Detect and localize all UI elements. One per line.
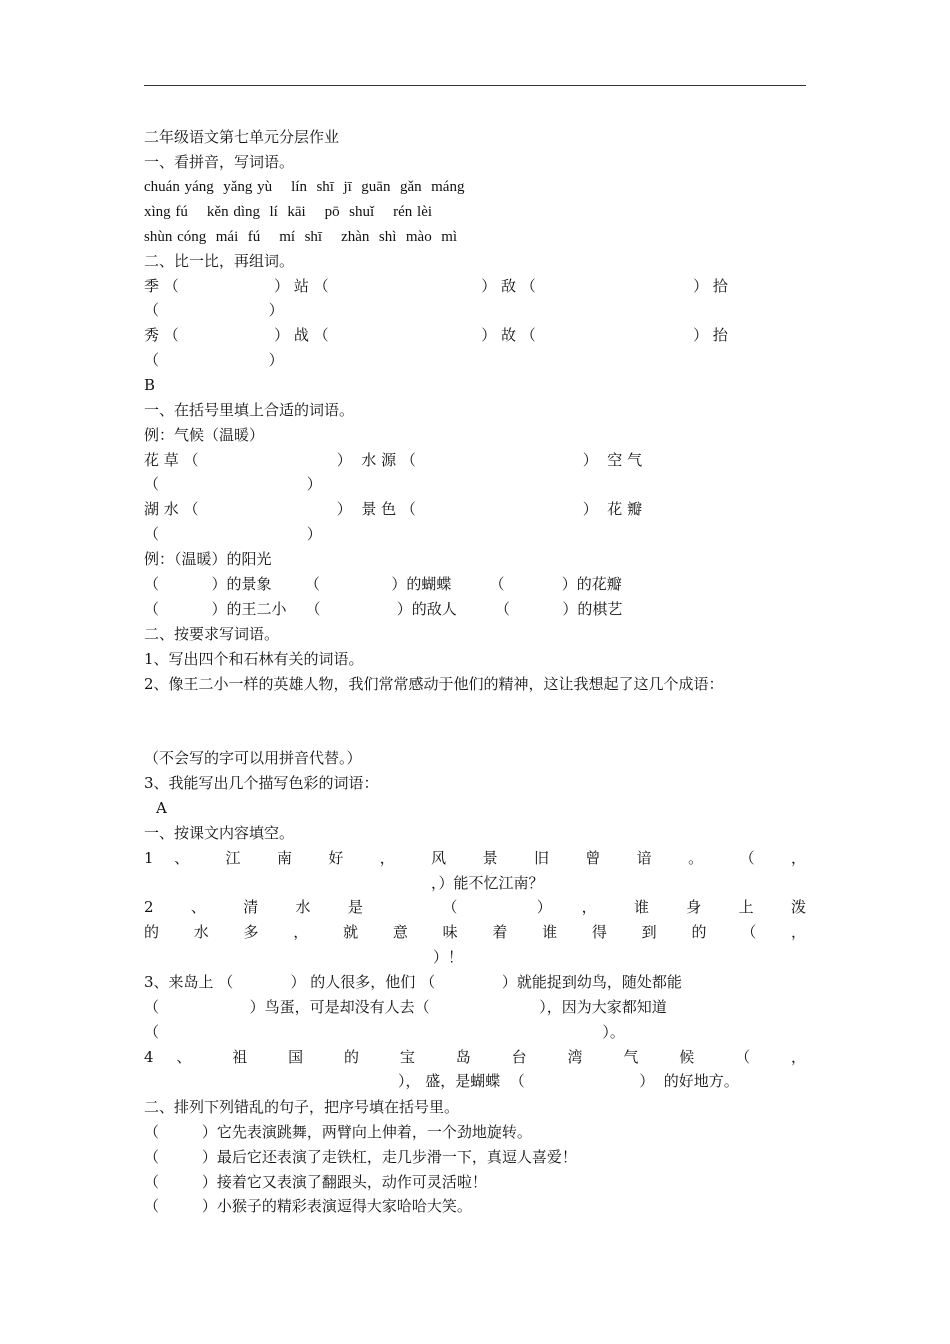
exercise-line: （ ）: [144, 475, 322, 493]
pinyin-line: xìng fú kěn dìng lí kāi pō shuǐ rén lèi: [144, 204, 433, 220]
ordering-item: （ ）接着它又表演了翻跟头，动作可灵活啦！: [144, 1173, 487, 1191]
note-line: （不会写的字可以用拼音代替。）: [144, 749, 362, 767]
question-line: 3、我能写出几个描写色彩的词语：: [144, 774, 379, 792]
example-line: 例：气候（温暖）: [144, 426, 265, 444]
question-line: 3、来岛上 （ ） 的人很多，他们 （ ）就能捉到幼鸟，随处都能: [144, 973, 682, 991]
ordering-item: （ ）它先表演跳舞，两臂向上伸着，一个劲地旋转。: [144, 1123, 532, 1141]
pinyin-line: shùn cóng mái fú mí shī zhàn shì mào mì: [144, 229, 458, 245]
example-line: 例：（温暖）的阳光: [144, 550, 272, 568]
question-line: （ ）。: [144, 1023, 625, 1041]
exercise-line: （ ）: [144, 301, 284, 319]
exercise-line: 秀 （ ） 战 （ ） 故 （ ） 抬: [144, 326, 728, 344]
exercise-line: （ ）的景象 （ ）的蝴蝶 （ ）的花瓣: [144, 575, 622, 593]
question-line: ）， 盛，是蝴蝶 （ ） 的好地方。: [398, 1072, 739, 1090]
exercise-line: （ ）: [144, 525, 322, 543]
section-heading: 二、排列下列错乱的句子，把序号填在括号里。: [144, 1098, 460, 1116]
ordering-item: （ ）小猴子的精彩表演逗得大家哈哈大笑。: [144, 1197, 472, 1215]
section-heading: 二、按要求写词语。: [144, 625, 280, 643]
question-line: 的 水 多 ， 就 意 味 着 谁 得 到 的 （ ，: [144, 923, 806, 941]
question-line: ）！: [433, 948, 464, 966]
question-line: 1、写出四个和石林有关的词语。: [144, 650, 364, 668]
section-heading: 一、按课文内容填空。: [144, 824, 295, 842]
section-heading: 二、比一比，再组词。: [144, 252, 295, 270]
document-title: 二年级语文第七单元分层作业: [144, 128, 340, 146]
exercise-line: 花 草 （ ） 水 源 （ ） 空 气: [144, 451, 643, 469]
question-line: 2、清水是 （ ），谁身上泼: [144, 898, 806, 916]
question-line: 4 、 祖 国 的 宝 岛 台 湾 气 候 （ ，: [144, 1048, 806, 1066]
question-line: ，）能不忆江南？: [431, 874, 544, 892]
ordering-item: （ ）最后它还表演了走铁杠，走几步滑一下，真逗人喜爱！: [144, 1148, 577, 1166]
question-line: 2、像王二小一样的英雄人物，我们常常感动于他们的精神，这让我想起了这几个成语：: [144, 675, 724, 693]
section-heading: 一、在括号里填上合适的词语。: [144, 401, 355, 419]
level-label: A: [156, 799, 167, 817]
level-label: B: [144, 376, 156, 394]
pinyin-line: chuán yáng yǎng yù lín shī jī guān gǎn máng: [144, 179, 465, 195]
section-heading: 一、看拼音，写词语。: [144, 153, 295, 171]
header-rule: [144, 85, 806, 86]
exercise-line: 季 （ ） 站 （ ） 敌 （ ） 拾: [144, 277, 728, 295]
question-line: （ ）鸟蛋，可是却没有人去（ ），因为大家都知道: [144, 998, 667, 1016]
exercise-line: （ ）的王二小 （ ）的敌人 （ ）的棋艺: [144, 600, 623, 618]
exercise-line: （ ）: [144, 351, 284, 369]
exercise-line: 湖 水 （ ） 景 色 （ ） 花 瓣: [144, 500, 643, 518]
question-line: 1 、 江 南 好 ， 风 景 旧 曾 谙 。 （ ，: [144, 849, 806, 867]
